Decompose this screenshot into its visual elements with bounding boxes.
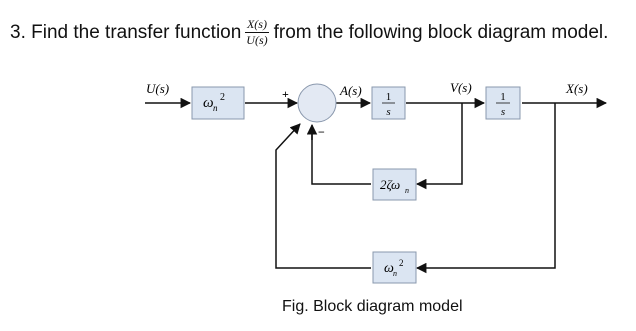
question-suffix: from the following block diagram model. — [273, 21, 609, 43]
input-gain-subscript: n — [213, 103, 218, 113]
fraction-numerator: X(s) — [246, 17, 267, 31]
sum-minus-sign-2: − — [318, 125, 325, 139]
stiffness-gain-subscript: n — [393, 269, 397, 278]
integrator-1-numerator: 1 — [385, 91, 392, 103]
input-signal-label: U(s) — [146, 81, 170, 96]
sum-plus-sign: + — [282, 87, 289, 101]
position-feedback-line — [417, 103, 555, 268]
output-signal-label: X(s) — [566, 81, 588, 96]
stiffness-feedback-line — [276, 124, 371, 268]
sum-minus-sign-1: − — [291, 121, 298, 135]
question-prefix: 3. Find the transfer function — [10, 21, 242, 43]
fraction-denominator: U(s) — [246, 33, 268, 47]
damping-gain-symbol: 2ζω — [380, 177, 401, 192]
integrator-1-denominator: s — [386, 106, 391, 118]
velocity-feedback-line — [417, 103, 462, 184]
stiffness-gain-block — [373, 252, 416, 283]
integrator-2-denominator: s — [500, 106, 506, 118]
input-gain-block — [192, 87, 244, 119]
damping-gain-subscript: n — [405, 186, 409, 195]
velocity-signal-label: V(s) — [450, 80, 472, 95]
input-gain-symbol: ω — [203, 95, 214, 111]
summing-junction — [298, 84, 336, 122]
integrator-2-numerator: 1 — [500, 91, 506, 103]
stiffness-gain-symbol: ω — [384, 261, 394, 276]
input-gain-superscript: 2 — [220, 92, 225, 103]
stiffness-gain-superscript: 2 — [399, 258, 404, 268]
figure-caption: Fig. Block diagram model — [282, 298, 463, 315]
acceleration-signal-label: A(s) — [340, 83, 362, 98]
